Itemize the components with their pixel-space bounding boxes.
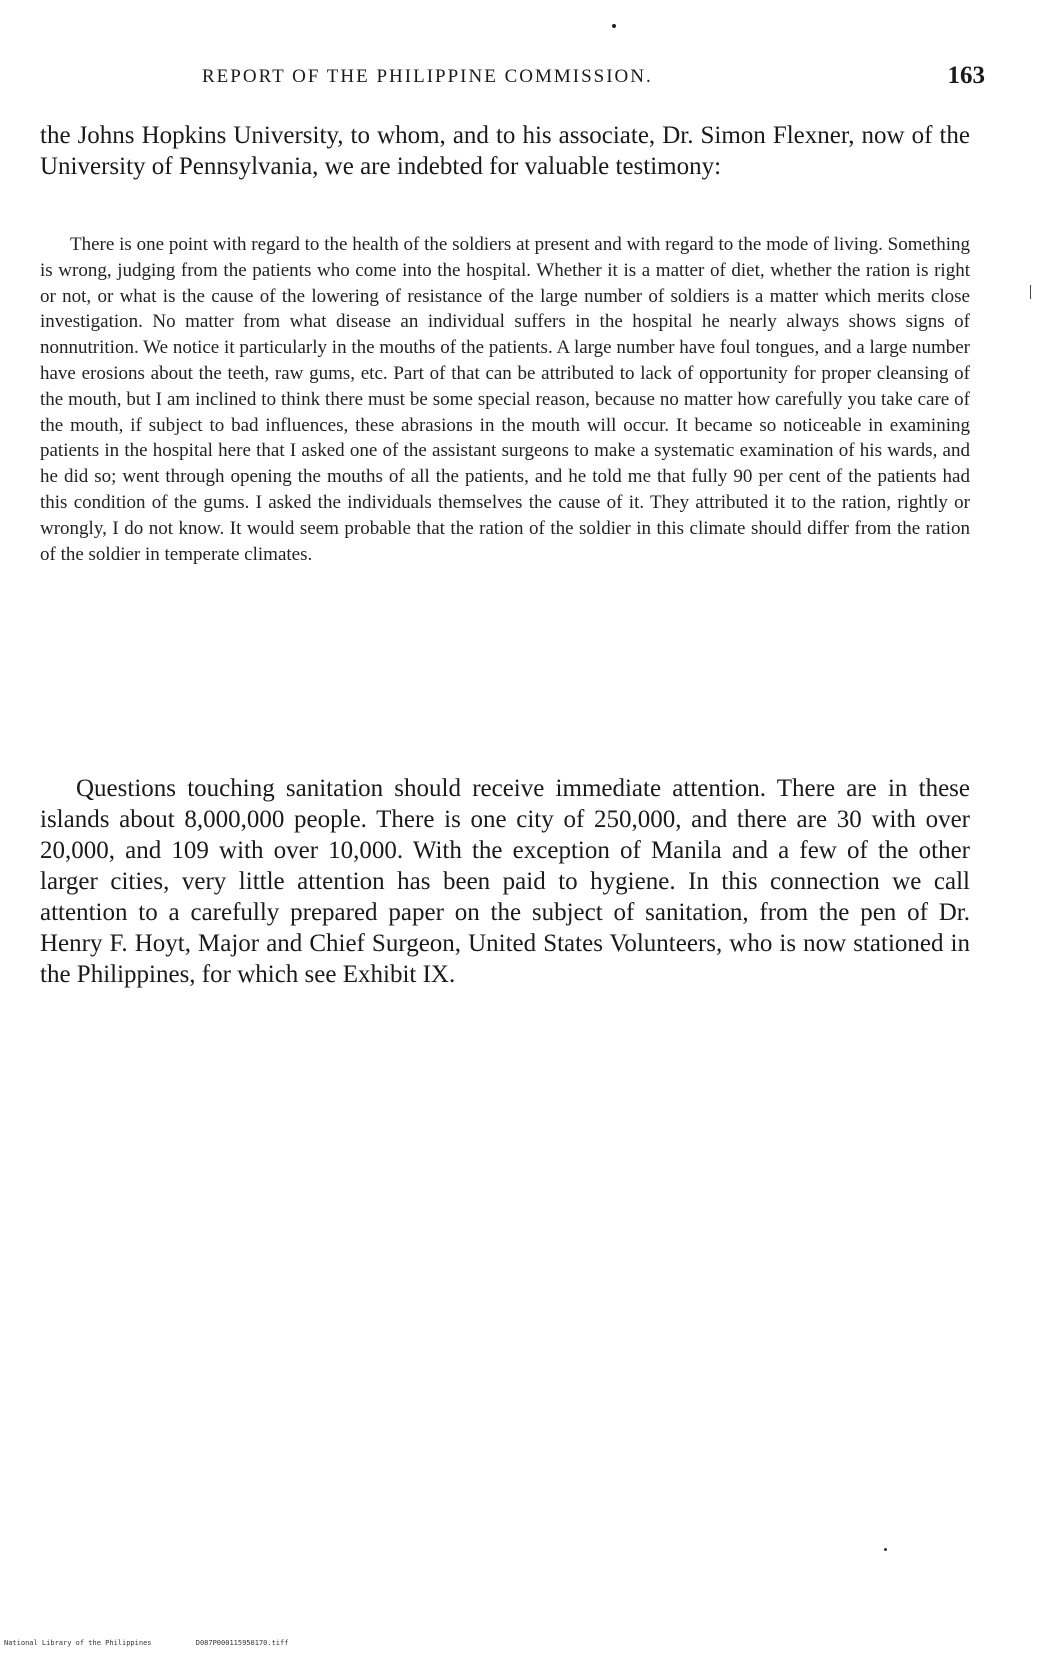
sanitation-paragraph: Questions touching sanitation should receive immediate attention. There are in these islands about 8,000,000 people. There is one city of 250,000, and there are 30 with over 20,000, and 109 with over 10,000. With the exception of Manila and a few of the other larger cities, very little attention has been paid to hygiene. In this connection we call attention to a carefully prepared paper on the subject of sanitation, from the pen of Dr. Henry F. Hoyt, Major and Chief Surgeon, United States Volunteers, who is now stationed in the Philippines, for which see Exhibit IX. xyxy=(40,775,970,988)
margin-mark xyxy=(1030,285,1031,299)
scan-footer-file: D087P000115950170.tiff xyxy=(195,1639,289,1647)
running-title: REPORT OF THE PHILIPPINE COMMISSION. xyxy=(202,66,653,87)
scan-footer-library: National Library of the Philippines xyxy=(4,1639,152,1647)
scan-speck xyxy=(612,24,616,28)
lead-paragraph: the Johns Hopkins University, to whom, and to his associate, Dr. Simon Flexner, now of the University of Pennsylvania, we are indebted for valuable testimony: xyxy=(40,122,970,180)
testimony-quotation: There is one point with regard to the health of the soldiers at present and with regard to the mode of living. Something is wrong, judging from the patients who come into the hospital. Whether it is a matter of diet, whether the ration is right or not, or what is the cause of the lowering of resistance of the large number of soldiers is a matter which merits close investigation. No matter from what disease an individual suffers in the hospital he nearly always shows signs of nonnutrition. We notice it particularly in the mouths of the patients. A large number have foul tongues, and a large number have erosions about the teeth, raw gums, etc. Part of that can be attributed to lack of opportunity for proper cleansing of the mouth, but I am inclined to think there must be some special reason, because no matter how carefully you take care of the mouth, if subject to bad influences, these abrasions in the mouth will occur. It became so noticeable in examining patients in the hospital here that I asked one of the assistant surgeons to make a systematic examination of his wards, and he did so; went through opening the mouths of all the patients, and he told me that fully 90 per cent of the patients had this condition of the gums. I asked the individuals themselves the cause of it. They attributed it to the ration, rightly or wrongly, I do not know. It would seem probable that the ration of the soldier in this climate should differ from the ration of the soldier in temperate climates. xyxy=(40,234,970,565)
running-head xyxy=(40,62,985,92)
page-number: 163 xyxy=(947,62,985,89)
scan-speck-bottom xyxy=(884,1548,887,1551)
scan-footer xyxy=(4,1639,328,1647)
